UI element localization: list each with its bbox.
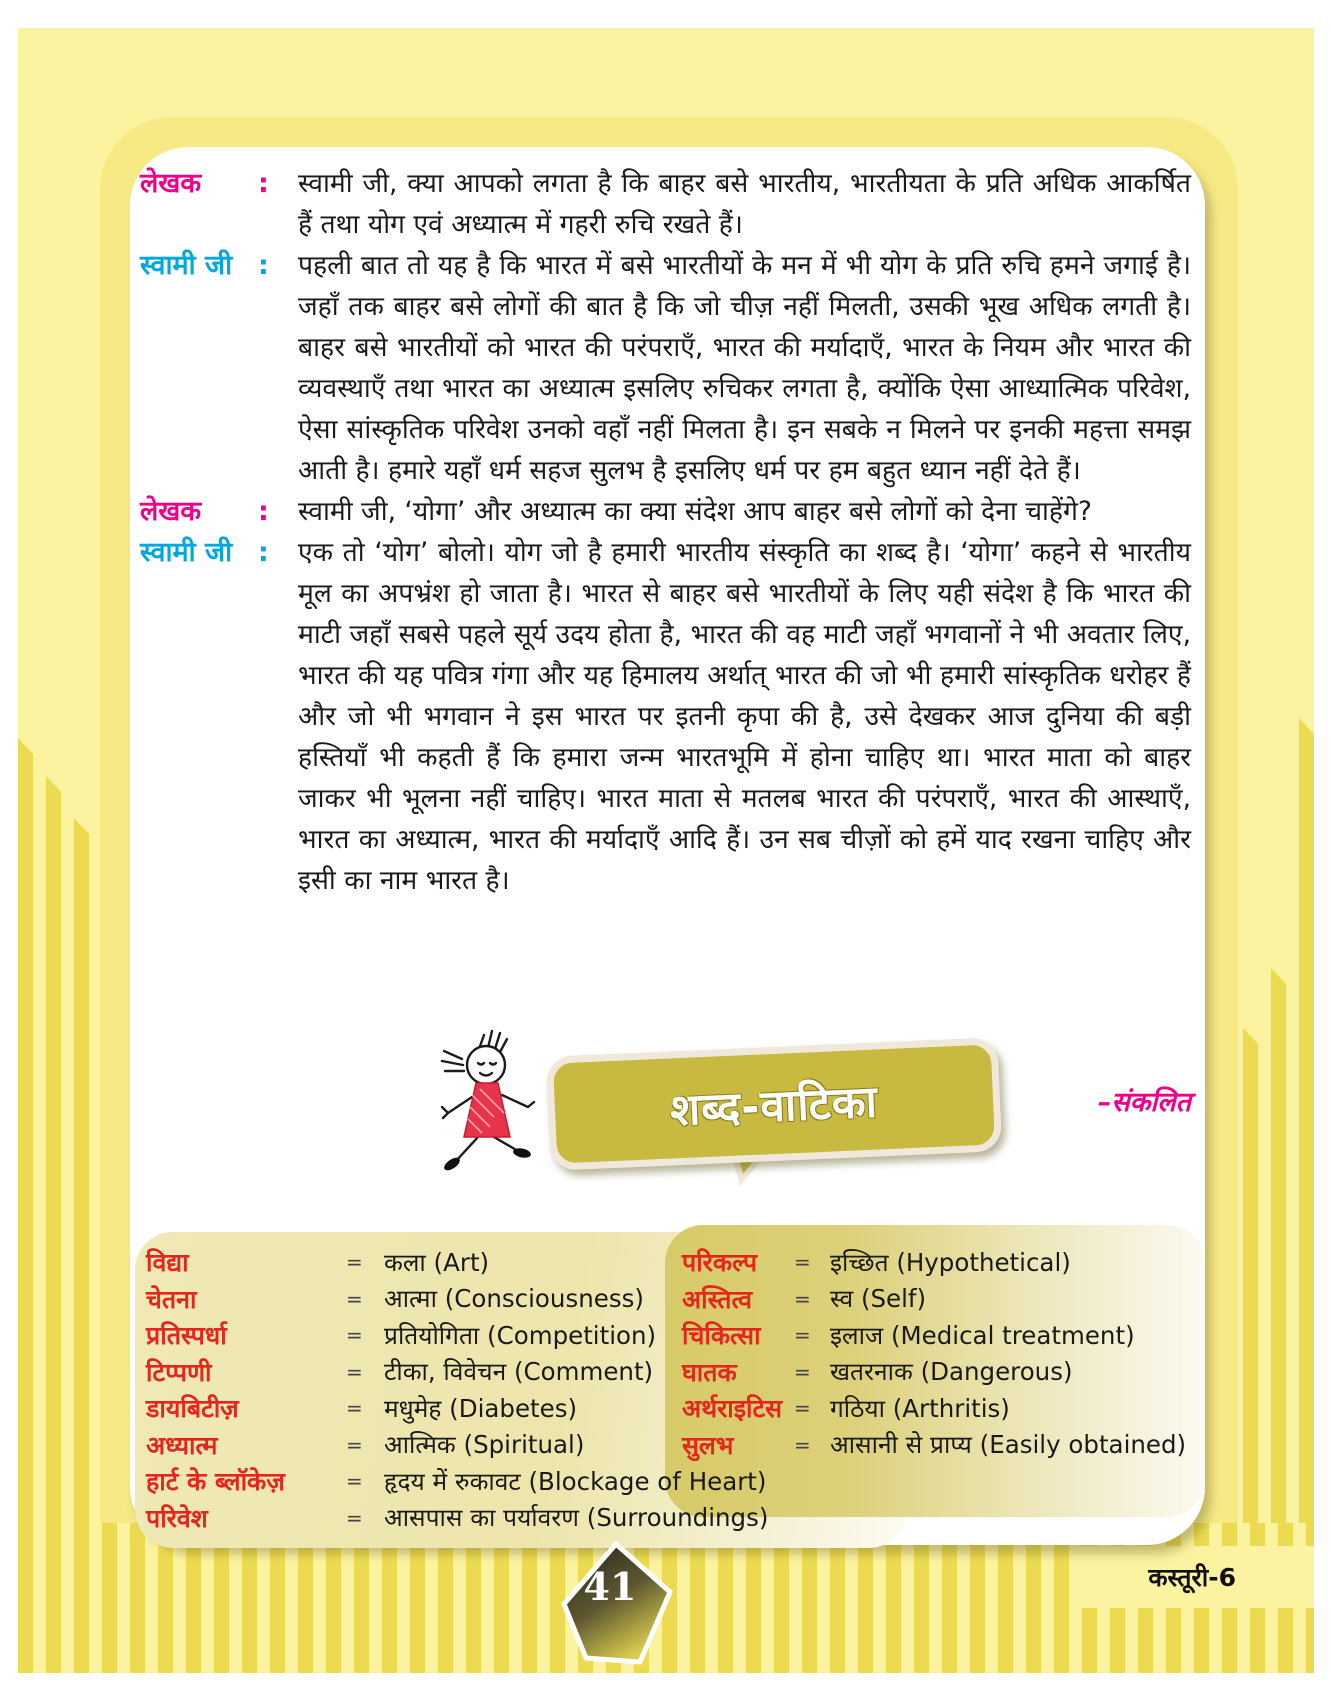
- dialogue-turn: [140, 245, 1197, 491]
- vocab-meaning: खतरनाक (Dangerous): [830, 1357, 1073, 1387]
- vocab-word: अर्थराइटिस: [682, 1394, 783, 1424]
- vocab-meaning: आत्मिक (Spiritual): [384, 1430, 585, 1460]
- vocab-meaning: गठिया (Arthritis): [830, 1393, 1010, 1423]
- equals-sign: =: [794, 1250, 811, 1275]
- word-garden-badge: [546, 1037, 1003, 1171]
- equals-sign: =: [346, 1469, 363, 1494]
- dialogue-turn: [140, 491, 1197, 532]
- vocab-word: डायबिटीज़: [146, 1394, 239, 1424]
- speaker-colon: :: [258, 168, 269, 199]
- vocab-meaning: टीका, विवेचन (Comment): [384, 1357, 654, 1387]
- equals-sign: =: [794, 1286, 811, 1311]
- vocab-word: विद्या: [146, 1248, 189, 1278]
- vocab-word: परिवेश: [146, 1503, 208, 1533]
- vocab-meaning: हृदय में रुकावट (Blockage of Heart): [384, 1466, 767, 1496]
- vocab-meaning: इच्छित (Hypothetical): [830, 1247, 1071, 1277]
- vocab-row: [682, 1427, 1198, 1464]
- attribution-credit: –संकलित: [1097, 1087, 1191, 1118]
- equals-sign: =: [794, 1432, 811, 1457]
- dialogue-text: स्वामी जी, क्या आपको लगता है कि बाहर बसे भारतीय, भारतीयता के प्रति अधिक आकर्षित हैं तथा योग एवं अध्यात्म में गहरी रुचि रखते हैं।: [298, 168, 1191, 240]
- vocab-row: [682, 1354, 1198, 1391]
- vocab-meaning: इलाज (Medical treatment): [830, 1320, 1135, 1350]
- vocab-word: प्रतिस्पर्धा: [146, 1321, 227, 1351]
- dialogue-text: पहली बात तो यह है कि भारत में बसे भारतीयों के मन में भी योग के प्रति रुचि हमने जगाई है। जहाँ तक बाहर बसे लोगों की बात है कि जो चीज़ नहीं मिलती, उसकी भूख अधिक लगती है। बाहर बसे भारतीयों को भारत की परंपराएँ, भारत की मर्यादाएँ, भारत के नियम और भारत की व्यवस्थाएँ तथा भारत का अध्यात्म इसलिए रुचिकर लगता है, क्योंकि ऐसा आध्यात्मिक परिवेश, ऐसा सांस्कृतिक परिवेश उनको वहाँ नहीं मिलता है। इन सबके न मिलने पर इनकी महत्ता समझ आती है। हमारे यहाँ धर्म सहज सुलभ है इसलिए धर्म पर हम बहुत ध्यान नहीं देते हैं।: [298, 250, 1191, 486]
- equals-sign: =: [794, 1323, 811, 1348]
- speaker-label: लेखक: [140, 168, 202, 199]
- equals-sign: =: [346, 1505, 363, 1530]
- equals-sign: =: [346, 1323, 363, 1348]
- vocab-row: [146, 1463, 898, 1500]
- vocab-row: [682, 1390, 1198, 1427]
- equals-sign: =: [346, 1286, 363, 1311]
- vocab-word: चेतना: [146, 1284, 197, 1314]
- content-card: [130, 147, 1205, 1545]
- book-label: कस्तूरी-6: [1148, 1563, 1236, 1592]
- vocab-word: अस्तित्व: [682, 1284, 753, 1314]
- speaker-label: स्वामी जी: [140, 250, 233, 281]
- page-number-badge: [558, 1540, 678, 1670]
- equals-sign: =: [346, 1432, 363, 1457]
- speaker-label: स्वामी जी: [140, 537, 233, 568]
- vocab-word: हार्ट के ब्लॉकेज़: [146, 1467, 285, 1497]
- girl-illustration: [422, 1025, 552, 1175]
- vocab-list-right: [682, 1244, 1198, 1463]
- vocab-word: सुलभ: [682, 1430, 734, 1460]
- vocab-meaning: स्व (Self): [830, 1284, 927, 1314]
- vocab-meaning: प्रतियोगिता (Competition): [384, 1320, 657, 1350]
- vocab-word: टिप्पणी: [146, 1357, 212, 1387]
- dialogue-turn: [140, 163, 1197, 245]
- vocab-word: घातक: [682, 1357, 737, 1387]
- dialogue: [140, 163, 1197, 901]
- vocab-meaning: कला (Art): [384, 1247, 490, 1277]
- vocab-row: [682, 1281, 1198, 1318]
- page-number: 41: [583, 1564, 637, 1609]
- vocab-row: [146, 1500, 898, 1537]
- word-garden-title: शब्द-वाटिका: [669, 1076, 880, 1137]
- vocab-word: परिकल्प: [682, 1248, 758, 1278]
- speaker-colon: :: [258, 537, 269, 568]
- vocab-meaning: मधुमेह (Diabetes): [384, 1393, 578, 1423]
- vocab-meaning: आसानी से प्राप्य (Easily obtained): [830, 1430, 1187, 1460]
- equals-sign: =: [346, 1396, 363, 1421]
- vocab-word: चिकित्सा: [682, 1321, 761, 1351]
- speaker-colon: :: [258, 496, 269, 527]
- vocab-meaning: आसपास का पर्यावरण (Surroundings): [384, 1503, 769, 1533]
- vocab-word: अध्यात्म: [146, 1430, 218, 1460]
- speaker-label: लेखक: [140, 496, 202, 527]
- equals-sign: =: [346, 1250, 363, 1275]
- vocab-row: [682, 1244, 1198, 1281]
- vocab-row: [682, 1317, 1198, 1354]
- equals-sign: =: [346, 1359, 363, 1384]
- equals-sign: =: [794, 1396, 811, 1421]
- equals-sign: =: [794, 1359, 811, 1384]
- dialogue-turn: [140, 532, 1197, 901]
- dialogue-text: स्वामी जी, ‘योगा’ और अध्यात्म का क्या संदेश आप बाहर बसे लोगों को देना चाहेंगे?: [298, 496, 1092, 527]
- page-frame: [18, 28, 1314, 1673]
- vocab-meaning: आत्मा (Consciousness): [384, 1284, 644, 1314]
- speaker-colon: :: [258, 250, 269, 281]
- dialogue-text: एक तो ‘योग’ बोलो। योग जो है हमारी भारतीय संस्कृति का शब्द है। ‘योगा’ कहने से भारतीय मूल का अपभ्रंश हो जाता है। भारत से बाहर बसे भारतीयों के लिए यही संदेश है कि भारत की माटी जहाँ सबसे पहले सूर्य उदय होता है, भारत की वह माटी जहाँ भगवानों ने भी अवतार लिए, भारत की यह पवित्र गंगा और यह हिमालय अर्थात् भारत की जो भी हमारी सांस्कृतिक धरोहर हैं और जो भी भगवान ने इस भारत पर इतनी कृपा की है, उसे देखकर आज दुनिया की बड़ी हस्तियाँ भी कहती हैं कि हमारा जन्म भारतभूमि में होना चाहिए था। भारत माता को बाहर जाकर भी भूलना नहीं चाहिए। भारत माता से मतलब भारत की परंपराएँ, भारत की आस्थाएँ, भारत का अध्यात्म, भारत की मर्यादाएँ आदि हैं। उन सब चीज़ों को हमें याद रखना चाहिए और इसी का नाम भारत है।: [298, 537, 1191, 896]
